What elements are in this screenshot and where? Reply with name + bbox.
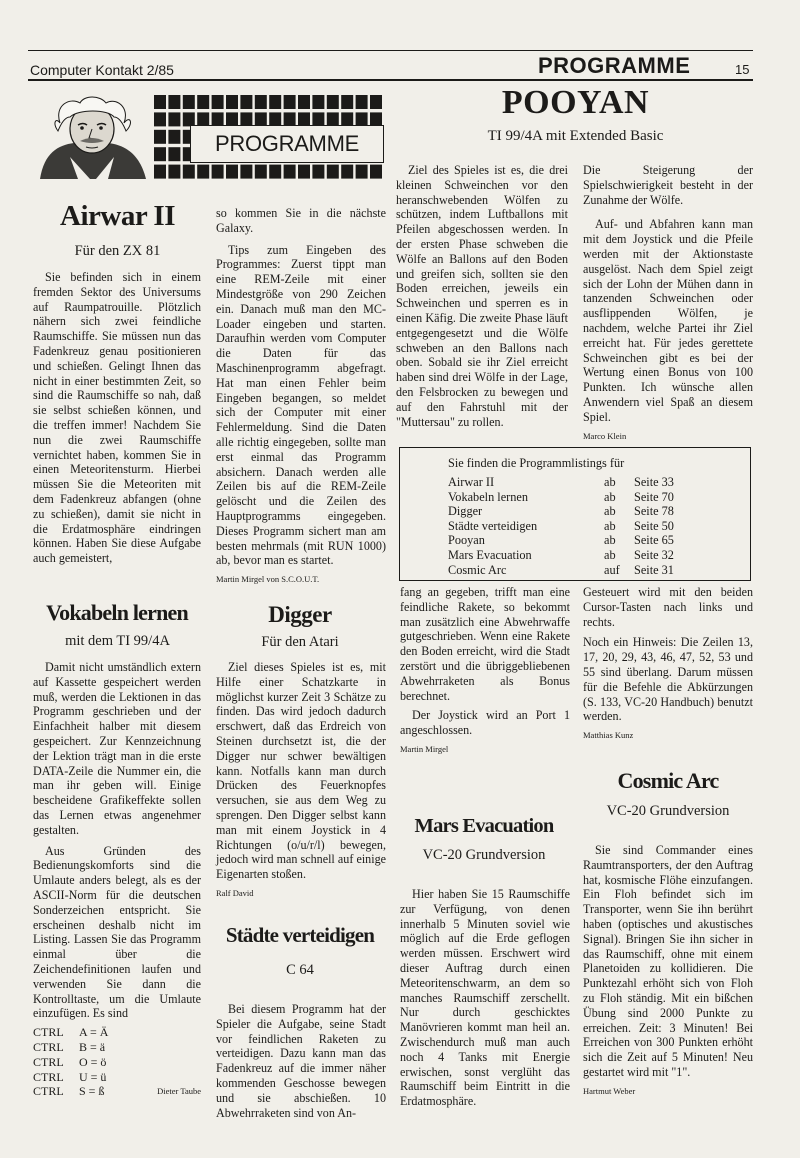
staedte-continued-column [400, 585, 570, 757]
ctrl-key: CTRL [33, 1054, 64, 1069]
listing-row [448, 533, 710, 548]
staedte-column [216, 1002, 386, 1124]
pooyan-paragraph: Die Steigerung der Spielschwierigkeit besteht in der Zunahme der Wölfe. [583, 163, 753, 207]
digger-column [216, 660, 386, 901]
listing-page: Seite 50 [634, 518, 674, 533]
listing-program-name: Pooyan [448, 533, 485, 548]
header-top-rule [28, 50, 753, 51]
listing-preposition: auf [604, 562, 620, 577]
listing-heading: Sie finden die Programmlistings für [448, 456, 625, 470]
airwar-column-2 [216, 206, 386, 587]
listing-row [448, 504, 710, 519]
umlaut-row [33, 1025, 201, 1040]
umlaut-mapping: U = ü [79, 1069, 107, 1084]
mars-title: Mars Evacuation [414, 815, 554, 837]
pooyan-author: Marco Klein [583, 430, 627, 441]
vokabeln-author: Dieter Taube [157, 1086, 201, 1097]
umlaut-row [33, 1040, 201, 1055]
umlaut-row [33, 1055, 201, 1070]
vokabeln-title: Vokabeln lernen [46, 600, 188, 625]
mars-column [400, 887, 570, 1113]
listing-page: Seite 32 [634, 547, 674, 562]
listing-row [448, 475, 710, 490]
listing-page: Seite 31 [634, 562, 674, 577]
airwar-paragraph: Sie befinden sich in einem fremden Sektor des Universums auf Raumpatrouille. Plötzlich nähern sich zwei feindliche Raumschiffe. Sie müssen nun das Fadenkreuz genau positionieren und schießen. Gelingt Ihnen das nicht in einer bestimmten Zeit, so sind die Raumschiffe so nah, daß sie selbst schießen können, und die treffen immer! Nachdem Sie nun die zwei Raumschiffe vernichtet haben, kommen Sie in einen Meteoritensturm. Hierbei müssen Sie die Meteoriten mit dem Fadenkreuz abfangen (ohne zu schießen), damit sie nicht in die Erdatmosphäre eindringen können. Haben Sie diese Aufgabe auch gemeistert, [33, 270, 201, 566]
vokabeln-column [33, 660, 201, 1099]
umlaut-table [33, 1025, 201, 1099]
programme-banner [30, 93, 384, 183]
listing-preposition: ab [604, 518, 616, 533]
listing-page: Seite 70 [634, 489, 674, 504]
listing-row [448, 519, 710, 534]
staedte-paragraph: Bei diesem Programm hat der Spieler die Aufgabe, seine Stadt vor feindlichen Raketen zu verteidigen. Dazu kann man das Fadenkreuz auf die immer näher kommenden Geschosse bewegen und sie abschießen. 10 Abwehrraketen sind von An- [216, 1002, 386, 1120]
umlaut-mapping: S = ß [79, 1084, 105, 1099]
cosmic-title: Cosmic Arc [617, 768, 719, 793]
vokabeln-paragraph: Damit nicht umständlich extern auf Kassette gespeichert werden muß, werden die Lektionen in das Programm geschrieben und der Einfachheit halber mit diesem gespeichert. Zur Kennzeichnung der Lektion trägt man in die erste DATA-Zeile die Nummer ein, die man ihr geben will. Einige bescheidene Grafikeffekte sollen das Lernen etwas angenehmer gestalten. [33, 660, 201, 837]
ctrl-key: CTRL [33, 1069, 64, 1084]
umlaut-spacer [128, 1025, 201, 1040]
listing-row [448, 548, 710, 563]
staedte-paragraph: Der Joystick wird an Port 1 angeschlossen. [400, 708, 570, 738]
mars-paragraph: Gesteuert wird mit den beiden Cursor-Tasten nach links und rechts. [583, 585, 753, 629]
ctrl-key: CTRL [33, 1039, 64, 1054]
digger-author: Ralf David [216, 887, 254, 898]
listing-page: Seite 78 [634, 504, 674, 519]
pooyan-subtitle: TI 99/4A mit Extended Basic [487, 128, 664, 144]
pooyan-column-1 [396, 163, 568, 433]
umlaut-mapping: O = ö [79, 1054, 107, 1069]
staedte-subtitle: C 64 [286, 962, 314, 978]
mars-continued-column [583, 585, 753, 743]
umlaut-mapping: A = Ä [79, 1025, 109, 1040]
pooyan-paragraph: Ziel des Spieles ist es, die drei kleinen Schweinchen vor den heranschwebenden Wölfen zu schützen, indem Luftballons mit Pfeilen abgeschossen werden. In der ersten Phase schweben die Wölfe an Ballons auf den Boden und greifen sich, sollten sie den Boden erreichen, jeweils ein Schweinchen und sperren es in einen Käfig. Die zweite Phase läuft entgegengesetzt und die Wölfe schweben an den Ballons nach oben. Sobald sie ihr Ziel erreicht haben sind drei Wölfe in der Lage, den Felsbrocken zu bewegen und auf den Fahrstuhl mit der "Muttersau" zu rollen. [396, 163, 568, 429]
mars-subtitle: VC-20 Grundversion [422, 847, 546, 863]
listing-program-name: Digger [448, 504, 483, 519]
umlaut-spacer [128, 1040, 201, 1055]
digger-paragraph: Ziel dieses Spieles ist es, mit Hilfe einer Schatzkarte in möglichst kurzer Zeit 3 Schätze zu finden. Das wird jedoch dadurch erschwert, daß das Erdreich von Steinen durchsetzt ist, die der Digger nur schwer bewältigen kann. Notfalls kann man durch Drücken des Feuerknopfes versuchen, sie aus dem Weg zu sprengen. Den Digger selbst kann man mit einem Joystick in 4 Richtungen (o/u/r/l) bewegen, jedoch wird man schnell auf einige Eigenarten stoßen. [216, 660, 386, 882]
listing-program-name: Cosmic Arc [448, 562, 507, 577]
pooyan-paragraph: Auf- und Abfahren kann man mit dem Joystick und die Pfeile werden mit der Aktionstaste ausgelöst. Nach dem Spiel zeigt sich der Lohn der Mühen dann in tanzenden Schweinchen oder ausflippenden Wölfen, je nachdem, welche Partei ihr Ziel erreicht hat. Für jedes gerettete Schweinchen gibt es bei der Wertung einen Bonus von 100 Punkten. Ich wünsche allen Anwendern viel Spaß an diesem Spiel. [583, 217, 753, 424]
listing-program-name: Vokabeln lernen [448, 489, 529, 504]
airwar-paragraph: Tips zum Eingeben des Programmes: Zuerst tippt man eine REM-Zeile mit einer Mindestgröße von 290 Zeichen ein. Danach muß man den MC-Loader eingeben und starten. Daraufhin werden vom Computer die Daten für das Maschinenprogramm abgefragt. Hat man einen Fehler beim Eingeben begangen, so meldet sich der Computer mit einer Fehlermeldung. Sind die Daten alle richtig eingegeben, sollte man erst einmal das Programm absichern. Danach werden alle Zeilen bis auf die REM-Zeile gelöscht und die Zeilen des Hauptprogramms eingegeben. Dieses Programm sichert man am besten mehrmals (mit RUN 1000) ab, bevor man es startet. [216, 242, 386, 568]
listing-table [448, 475, 710, 577]
digger-title: Digger [268, 602, 332, 627]
listing-preposition: ab [604, 475, 616, 489]
ctrl-key: CTRL [33, 1025, 64, 1040]
section-heading: PROGRAMME [538, 53, 691, 78]
listing-page: Seite 33 [634, 475, 674, 489]
listing-preposition: ab [604, 489, 616, 504]
listing-preposition: ab [604, 547, 616, 562]
umlaut-spacer [128, 1070, 201, 1085]
header-bottom-rule [28, 79, 753, 81]
einstein-portrait-icon [32, 95, 150, 181]
staedte-author: Martin Mirgel [400, 743, 449, 754]
mars-author: Matthias Kunz [583, 730, 634, 741]
cosmic-author: Hartmut Weber [583, 1085, 636, 1096]
umlaut-mapping: B = ä [79, 1039, 106, 1054]
airwar-subtitle: Für den ZX 81 [74, 243, 161, 259]
digger-subtitle: Für den Atari [261, 634, 339, 650]
staedte-paragraph: fang an gegeben, trifft man eine feindliche Rakete, so bekommt man zusätzlich eine Abwehrwaffe gutgeschrieben. Wenn eine Rakete den Boden erreicht, wird die Stadt zerstört und die übriggebliebenen Abwehrraketen als Bonus berechnet. [400, 585, 570, 703]
listing-row [448, 563, 710, 578]
listing-preposition: ab [604, 504, 616, 519]
listing-page: Seite 65 [634, 533, 674, 548]
magazine-issue: Computer Kontakt 2/85 [30, 62, 174, 78]
airwar-author: Martin Mirgel von S.C.O.U.T. [216, 574, 320, 585]
listing-program-name: Airwar II [448, 475, 495, 489]
vokabeln-subtitle: mit dem TI 99/4A [65, 633, 170, 649]
airwar-column-1 [33, 270, 201, 570]
pooyan-column-2 [583, 163, 753, 443]
mars-paragraph: Noch ein Hinweis: Die Zeilen 13, 17, 20, 29, 43, 46, 47, 52, 53 und 55 sind überlang. Darum müssen für die Befehle die Abkürzungen (S. 133, VC-20 Handbuch) benutzt werden. [583, 635, 753, 724]
staedte-title: Städte verteidigen [225, 923, 375, 947]
listing-row [448, 490, 710, 505]
cosmic-paragraph: Sie sind Commander eines Raumtransporters, der den Auftrag hat, kosmische Flöhe einzufangen. Ein Floh befindet sich im Transporter, wenn Sie ihn berührt haben (optisches und akustisches Signal). Bringen Sie ihn sicher in das Raumschiff, ohne mit einem Planetoiden zu kollidieren. Die Punktezahl erhöht sich von Floh zu Floh ständig. Mit ein bißchen Übung sind 2000 Punkte zu erreichen. Zeit: 3 Minuten! Bei Erreichen von 300 Punkten erhöht sich die Zeit auf 5 Minuten! Neu gestartet wird mit "1". [583, 843, 753, 1079]
ctrl-key: CTRL [33, 1084, 64, 1099]
listing-preposition: ab [604, 533, 616, 548]
pooyan-title: POOYAN [501, 84, 650, 121]
umlaut-spacer [128, 1055, 201, 1070]
banner-label: PROGRAMME [215, 131, 359, 156]
listing-box [399, 447, 751, 581]
cosmic-subtitle: VC-20 Grundversion [606, 803, 730, 819]
umlaut-row [33, 1070, 201, 1085]
listing-program-name: Städte verteidigen [448, 518, 538, 533]
airwar-title: Airwar II [60, 200, 175, 232]
vokabeln-paragraph: Aus Gründen des Bedienungskomforts sind die Umlaute anders belegt, als es der ASCII-Norm für die deutschen Sonderzeichen entspricht. Sie erscheinen deshalb nicht im Listing. Lassen Sie das Programm einmal über die Zeichendefinitionen laufen und verwenden Sie dann die Kontrolltaste, um die Umlaute einzufügen. Es sind [33, 843, 201, 1021]
listing-program-name: Mars Evacuation [448, 547, 532, 562]
airwar-paragraph: so kommen Sie in die nächste Galaxy. [216, 206, 386, 235]
mars-paragraph: Hier haben Sie 15 Raumschiffe zur Verfügung, von denen innerhalb 5 Minuten soviel wie möglich auf die Erde geflogen werden müssen. Erschwert wird dieser Auftrag durch einen Meteoritenschwarm, an dem so manches Raumschiff zerschellt. Nur durch geschicktes Manövrieren kommt man heil an. Zwischendurch muß man auch noch 4 Tanks mit Energie erwischen, sonst verglüht das Raumschiff beim Eintritt in die Erdatmosphäre. [400, 887, 570, 1109]
umlaut-row [33, 1084, 201, 1099]
cosmic-column [583, 843, 753, 1099]
page-number: 15 [735, 62, 750, 77]
